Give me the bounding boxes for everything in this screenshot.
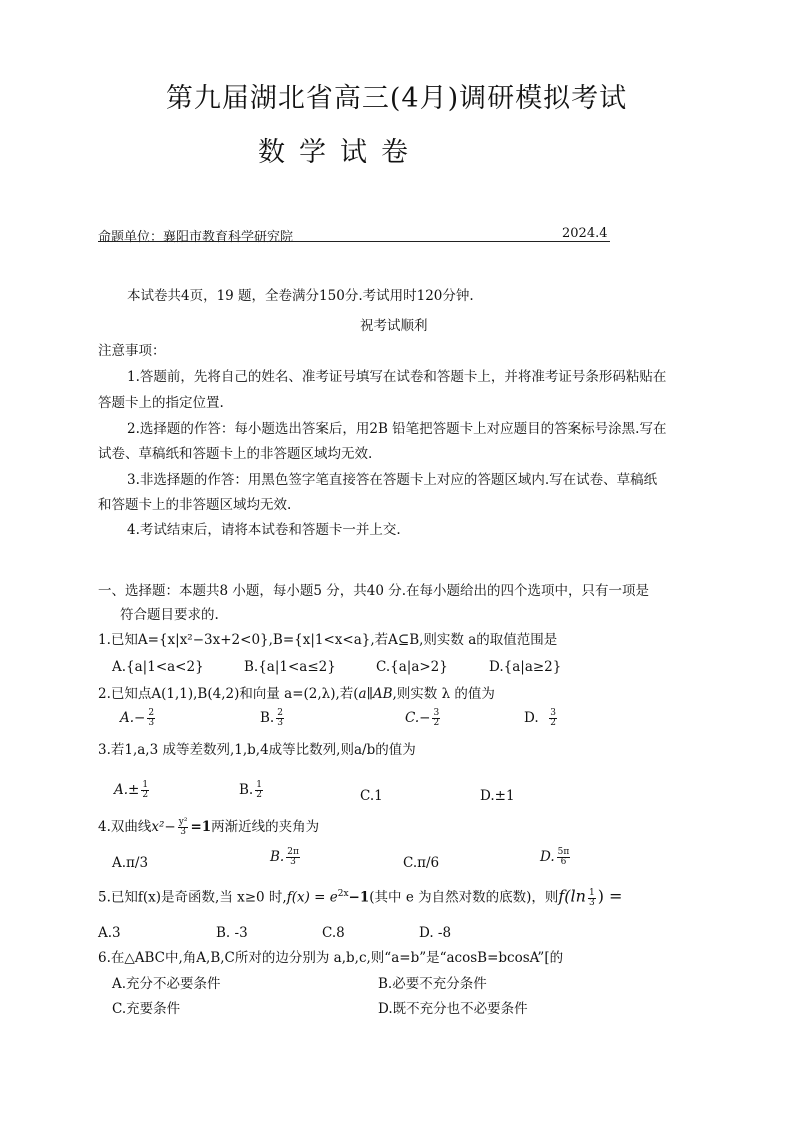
q3-b-fraction [255, 781, 263, 800]
q4-b-label: B. [270, 849, 285, 865]
q4-option-c: C.π/6 [403, 855, 440, 871]
question-6-stem: 6.在△ABC中,角A,B,C所对的边分别为 a,b,c,则“a=b”是“acosB=bcosA”[的 [98, 950, 564, 966]
q4-stem-post: 两渐近线的夹角为 [211, 819, 320, 835]
q2-vector-expr: a∥AB [358, 686, 393, 702]
q5-stem-pre: 5.已知f(x)是奇函数,当 x≥0 时, [98, 889, 287, 906]
q2-option-d [524, 708, 559, 728]
q2-option-c [405, 708, 442, 728]
note-2-line2: 试卷、草稿纸和答题卡上的非答题区域均无效. [98, 446, 373, 462]
q2-stem-post: ,则实数 λ 的值为 [392, 686, 495, 702]
q3-a-fraction [141, 781, 149, 800]
question-5-stem [98, 884, 622, 908]
q4-b-fraction [286, 848, 300, 867]
q1-option-d: D.{a|a≥2} [489, 659, 562, 675]
q5-fval-fraction [588, 889, 596, 908]
q3-option-c: C.1 [360, 788, 383, 804]
q2-option-b [260, 708, 286, 728]
q4-b-num: 2π [287, 847, 299, 857]
q5-option-b: B. -3 [216, 925, 248, 941]
q4-stem-pre: 4.双曲线 [98, 819, 152, 835]
q2-d-fraction [549, 709, 557, 728]
good-luck-text: 祝考试顺利 [360, 318, 428, 334]
q2-c-fraction [432, 709, 440, 728]
question-3-stem: 3.若1,a,3 成等差数列,1,b,4成等比数列,则a/b的值为 [98, 742, 416, 758]
q6-option-d: D.既不充分也不必要条件 [378, 1001, 528, 1017]
q5-fval-den: 3 [588, 897, 595, 908]
section-1-line1: 一、选择题：本题共8 小题，每小题5 分，共40 分.在每小题给出的四个选项中，只有一项是 [98, 583, 650, 599]
note-1-line2: 答题卡上的指定位置. [98, 395, 224, 411]
exam-date: 2024.4 [562, 226, 608, 241]
q4-eq-fraction [178, 818, 189, 837]
q3-a-den: 2 [142, 790, 149, 800]
q4-b-den: 3 [290, 857, 296, 867]
question-1-stem: 1.已知A={x|x²−3x+2<0},B={x|1<x<a},若A⊆B,则实数 a的取值范围是 [98, 632, 558, 648]
q5-fval-pre: f(ln [558, 886, 586, 906]
note-3-line1: 3.非选择题的作答：用黑色签字笔直接答在答题卡上对应的答题区域内.写在试卷、草稿纸 [127, 472, 658, 488]
q5-fval-post: ) = [597, 886, 623, 906]
q3-b-den: 2 [256, 790, 262, 800]
q2-c-num: 3 [433, 708, 440, 718]
q2-a-fraction [147, 709, 155, 728]
q2-a-num: 2 [148, 708, 155, 718]
note-2-line1: 2.选择题的作答：每小题选出答案后，用2B 铅笔把答题卡上对应题目的答案标号涂黑.写在 [127, 421, 667, 437]
q4-d-den: 6 [560, 857, 567, 867]
q1-option-b: B.{a|1<a≤2} [244, 659, 336, 675]
q4-eq-den: 3 [180, 827, 186, 837]
q3-option-a [114, 780, 151, 800]
q6-option-c: C.充要条件 [112, 1001, 181, 1017]
q2-b-fraction [276, 709, 284, 728]
q2-a-label: A.− [120, 710, 146, 726]
q5-option-d: D. -8 [419, 925, 452, 941]
q5-stem-mid: (其中 e 为自然对数的底数)，则 [369, 889, 559, 906]
q4-eq-num: y² [178, 817, 188, 827]
q2-d-num: 3 [550, 708, 556, 718]
q2-d-label: D. [524, 710, 539, 726]
q6-option-a: A.充分不必要条件 [112, 976, 221, 992]
q3-a-label: A.± [114, 782, 140, 798]
exam-summary: 本试卷共4页，19 题，全卷满分150分.考试用时120分钟. [127, 288, 474, 304]
q2-stem-pre: 2.已知点A(1,1),B(4,2)和向量 a=(2,λ),若( [98, 686, 359, 702]
q5-exponent: 2x [337, 889, 349, 899]
q4-option-d [540, 847, 572, 867]
section-1-line2: 符合题目要求的. [120, 607, 219, 623]
q2-b-den: 3 [277, 718, 283, 728]
q6-option-b: B.必要不充分条件 [378, 976, 487, 992]
q4-option-b [270, 847, 302, 867]
q1-option-a: A.{a|1<a<2} [112, 659, 204, 675]
exam-title: 第九届湖北省高三(4月)调研模拟考试 [165, 83, 628, 114]
q5-option-a: A.3 [98, 925, 121, 941]
exam-subtitle: 数学试卷 [258, 137, 422, 168]
q3-option-b [239, 780, 265, 800]
note-1-line1: 1.答题前，先将自己的姓名、准考证号填写在试卷和答题卡上，并将准考证号条形码粘贴在 [127, 369, 667, 385]
author-unit: 命题单位：襄阳市教育科学研究院 [98, 230, 294, 245]
q2-b-num: 2 [277, 708, 283, 718]
note-4: 4.考试结束后，请将本试卷和答题卡一并上交. [127, 522, 401, 538]
q2-a-den: 3 [148, 718, 155, 728]
q1-option-c: C.{a|a>2} [376, 659, 448, 675]
q2-c-den: 2 [433, 718, 440, 728]
q5-func-post: −1 [348, 889, 370, 906]
q5-option-c: C.8 [322, 925, 345, 941]
q4-d-label: D. [540, 849, 555, 865]
q3-option-d: D.±1 [480, 788, 515, 804]
question-2-stem [98, 684, 495, 704]
q3-a-num: 1 [142, 780, 149, 790]
q4-option-a: A.π/3 [112, 855, 149, 871]
q4-d-num: 5π [557, 847, 570, 857]
header-divider [98, 241, 610, 242]
q4-d-fraction [557, 848, 571, 867]
q3-b-label: B. [239, 782, 254, 798]
q2-d-den: 2 [550, 718, 556, 728]
q2-option-a [120, 708, 157, 728]
note-3-line2: 和答题卡上的非答题区域均无效. [98, 497, 292, 513]
q2-c-label: C.− [405, 710, 431, 726]
q2-b-label: B. [260, 710, 275, 726]
question-4-stem [98, 817, 319, 837]
notes-title: 注意事项： [98, 343, 166, 359]
q4-eq-post: =1 [190, 819, 212, 835]
q4-eq-x: x²− [151, 819, 176, 835]
q3-b-num: 1 [256, 780, 262, 790]
q5-fval-num: 1 [588, 887, 595, 898]
q5-func: f(x) = e [286, 889, 338, 906]
